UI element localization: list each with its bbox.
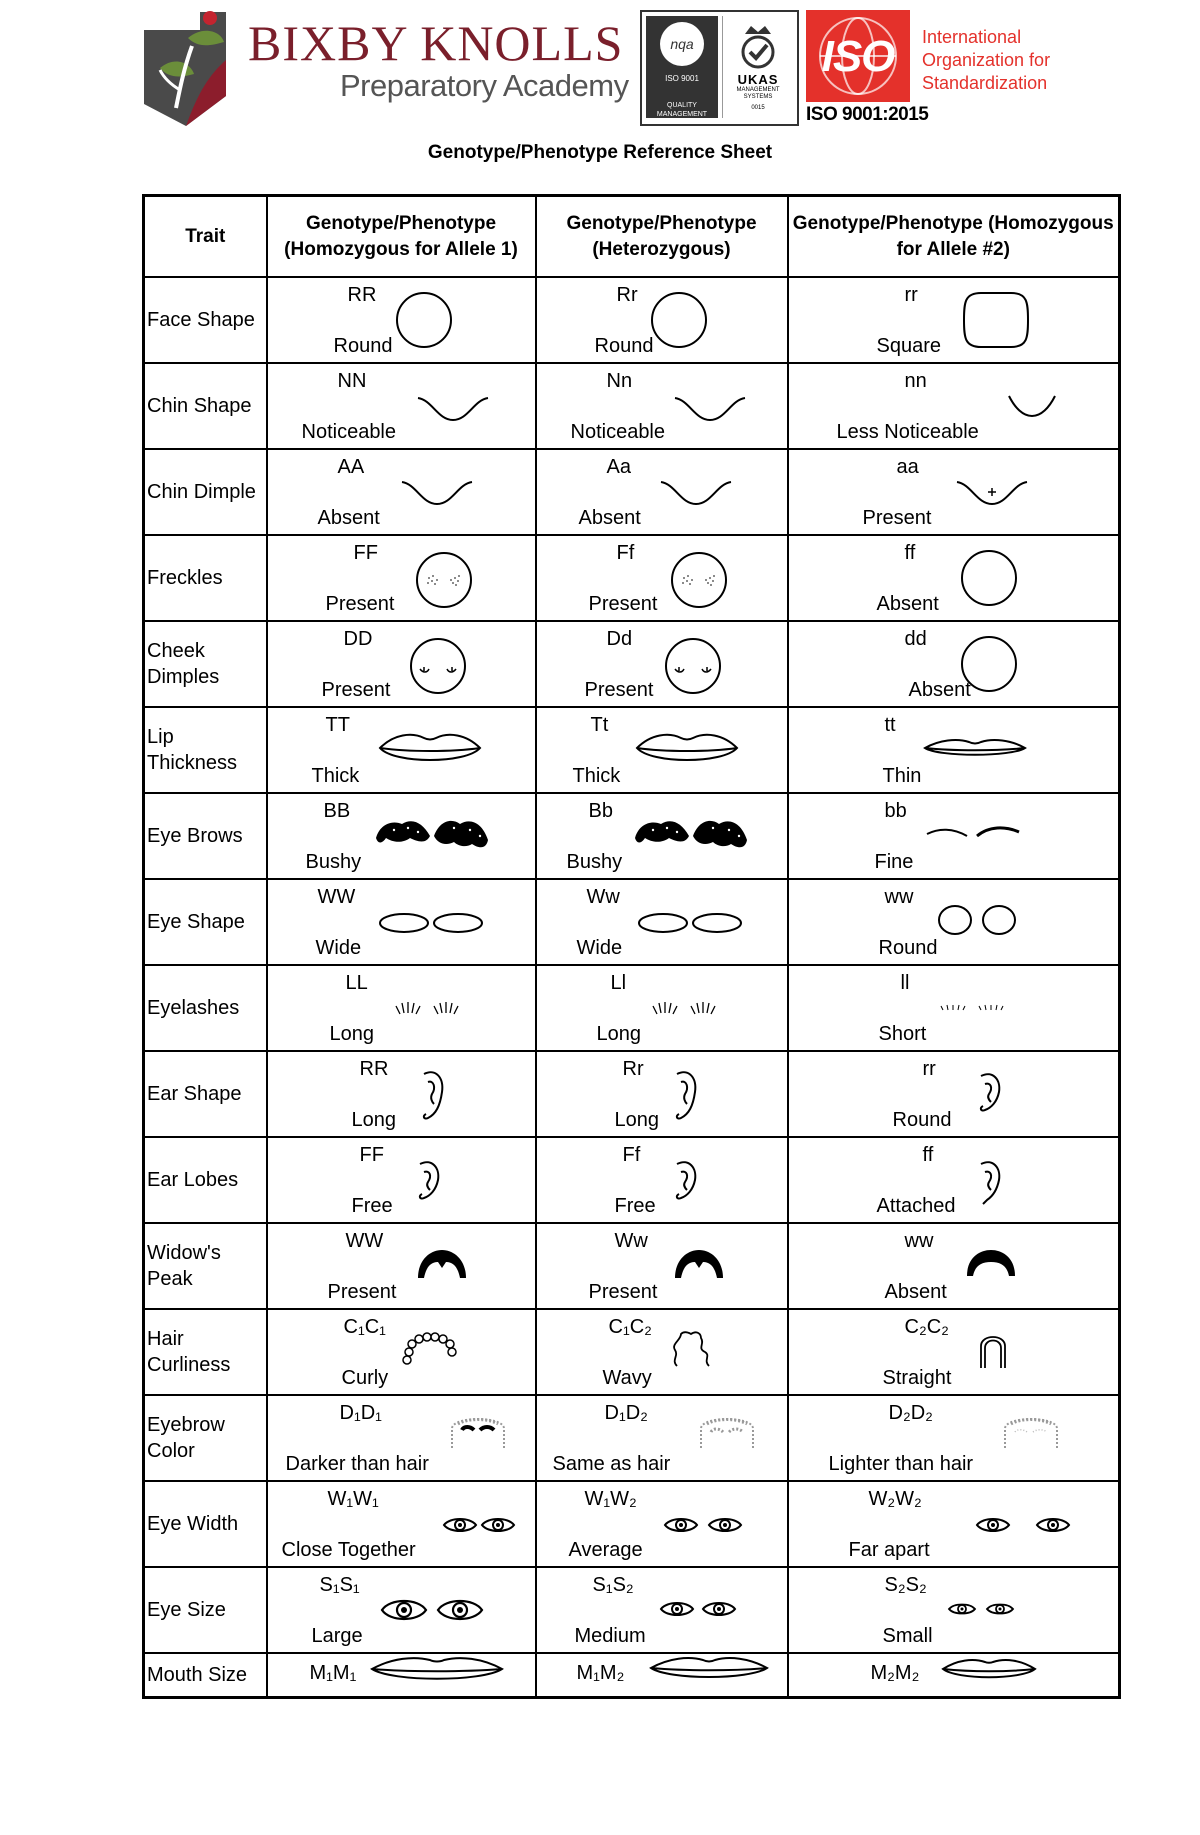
trait-name: Lip Thickness — [144, 707, 267, 793]
attached-earlobe-icon — [977, 1158, 1003, 1206]
trait-name: Eye Size — [144, 1567, 267, 1653]
phenotype-label: Wide — [315, 937, 362, 959]
genotype-cell — [267, 1567, 536, 1653]
genotype-label: RR — [359, 1058, 389, 1080]
genotype-cell — [536, 707, 788, 793]
genotype-label: AA — [337, 456, 365, 478]
phenotype-label: Far apart — [848, 1539, 930, 1561]
phenotype-label: Free — [351, 1195, 393, 1217]
bushy-eyebrows-icon — [633, 814, 749, 854]
iso-organization — [922, 26, 1050, 95]
genotype-cell — [267, 1481, 536, 1567]
table-row — [144, 621, 1120, 707]
table-row — [144, 449, 1120, 535]
genotype-label: Ww — [586, 886, 620, 908]
phenotype-label: Attached — [876, 1195, 956, 1217]
genotype-cell — [788, 621, 1120, 707]
same-eyebrow-icon — [697, 1410, 757, 1450]
phenotype-label: Round — [594, 335, 654, 357]
long-eyelashes-icon — [390, 998, 466, 1018]
genotype-cell — [536, 879, 788, 965]
genotype-label: rr — [922, 1058, 936, 1080]
genotype-label: ll — [900, 972, 910, 994]
phenotype-label: Average — [568, 1539, 643, 1561]
genotype-cell — [267, 1309, 536, 1395]
table-row — [144, 879, 1120, 965]
trait-name: Eye Width — [144, 1481, 267, 1567]
medium-eyes-icon — [659, 1598, 739, 1620]
table-row — [144, 1309, 1120, 1395]
curly-hair-icon — [402, 1330, 458, 1370]
wide-eyes-icon — [378, 912, 484, 934]
genotype-cell — [536, 277, 788, 363]
thin-lips-icon — [923, 736, 1027, 760]
long-ear-icon — [673, 1068, 699, 1122]
freckled-face-icon — [414, 550, 474, 610]
genotype-label: BB — [323, 800, 351, 822]
genotype-label: aa — [896, 456, 919, 478]
table-row — [144, 363, 1120, 449]
phenotype-label: Short — [878, 1023, 927, 1045]
phenotype-label: Present — [588, 1281, 658, 1303]
phenotype-label: Lighter than hair — [828, 1453, 974, 1475]
genotype-cell — [267, 1137, 536, 1223]
trait-name: Eyelashes — [144, 965, 267, 1051]
dark-eyebrow-icon — [448, 1410, 508, 1450]
trait-name: Freckles — [144, 535, 267, 621]
phenotype-label: Wavy — [602, 1367, 652, 1389]
certification-badges — [640, 10, 799, 126]
phenotype-label: Small — [882, 1625, 933, 1647]
genotype-label: W₁W₁ — [327, 1488, 379, 1510]
phenotype-label: Curly — [341, 1367, 389, 1389]
long-ear-icon — [420, 1068, 446, 1122]
genotype-cell — [536, 1309, 788, 1395]
close-eyes-icon — [442, 1514, 518, 1536]
genotype-cell — [536, 1395, 788, 1481]
genotype-cell — [267, 1395, 536, 1481]
phenotype-label: Thick — [311, 765, 360, 787]
genotype-label: WW — [345, 1230, 384, 1252]
genotype-label: C₂C₂ — [904, 1316, 949, 1338]
genotype-label: Ff — [616, 542, 635, 564]
phenotype-label: Thin — [882, 765, 922, 787]
genotype-phenotype-table — [142, 194, 1121, 1699]
table-row — [144, 793, 1120, 879]
nqa-logo: nqa — [660, 22, 704, 66]
genotype-cell — [267, 1051, 536, 1137]
large-eyes-icon — [380, 1596, 484, 1624]
round-face-icon — [649, 290, 709, 350]
small-mouth-icon — [941, 1656, 1037, 1682]
table-row — [144, 535, 1120, 621]
phenotype-label: Absent — [578, 507, 641, 529]
genotype-cell — [267, 965, 536, 1051]
table-row — [144, 1137, 1120, 1223]
genotype-label: W₂W₂ — [868, 1488, 922, 1510]
phenotype-label: Less Noticeable — [836, 421, 979, 443]
round-face-icon — [394, 290, 454, 350]
genotype-label: S₁S₂ — [592, 1574, 634, 1596]
genotype-label: D₁D₂ — [604, 1402, 648, 1424]
phenotype-label: Large — [311, 1625, 363, 1647]
table-row — [144, 1051, 1120, 1137]
widows-peak-icon — [673, 1248, 725, 1282]
phenotype-label: Round — [878, 937, 938, 959]
small-eyes-icon — [947, 1600, 1017, 1618]
trait-name: Eye Shape — [144, 879, 267, 965]
column-header-trait: Trait — [144, 196, 267, 278]
phenotype-label: Bushy — [566, 851, 623, 873]
table-row — [144, 277, 1120, 363]
phenotype-label: Same as hair — [552, 1453, 671, 1475]
phenotype-label: Darker than hair — [285, 1453, 429, 1475]
genotype-label: rr — [904, 284, 918, 306]
phenotype-label: Round — [892, 1109, 952, 1131]
table-row — [144, 1653, 1120, 1697]
genotype-label: Ww — [614, 1230, 648, 1252]
round-eyes-icon — [937, 904, 1017, 936]
genotype-label: Rr — [622, 1058, 644, 1080]
trait-name: Eye Brows — [144, 793, 267, 879]
dimpled-cheeks-icon — [408, 636, 468, 696]
trait-name: Face Shape — [144, 277, 267, 363]
phenotype-label: Thick — [572, 765, 621, 787]
phenotype-label: Square — [876, 335, 941, 357]
genotype-label: RR — [347, 284, 377, 306]
ukas-logo: UKAS — [737, 72, 779, 87]
trait-name: Chin Dimple — [144, 449, 267, 535]
phenotype-label: Present — [325, 593, 395, 615]
phenotype-label: Absent — [876, 593, 939, 615]
genotype-cell — [267, 879, 536, 965]
genotype-label: LL — [345, 972, 368, 994]
average-spaced-eyes-icon — [663, 1514, 743, 1536]
genotype-label: S₂S₂ — [884, 1574, 927, 1596]
phenotype-label: Noticeable — [301, 421, 397, 443]
iso-standard: ISO 9001:2015 — [806, 104, 929, 125]
genotype-cell — [788, 707, 1120, 793]
trait-name: Ear Lobes — [144, 1137, 267, 1223]
genotype-label: WW — [317, 886, 356, 908]
column-header-heterozygous: Genotype/Phenotype (Heterozygous) — [536, 196, 788, 278]
genotype-cell — [536, 1223, 788, 1309]
genotype-cell — [536, 793, 788, 879]
square-face-icon — [961, 290, 1031, 350]
genotype-label: D₁D₁ — [339, 1402, 382, 1424]
iso-org-line: Organization for — [922, 50, 1051, 70]
genotype-label: S₁S₁ — [319, 1574, 360, 1596]
genotype-cell — [267, 449, 536, 535]
genotype-cell — [267, 1653, 536, 1697]
phenotype-label: Bushy — [305, 851, 362, 873]
ukas-number: 0015 — [751, 105, 765, 111]
table-header-row — [144, 196, 1120, 278]
genotype-cell — [788, 363, 1120, 449]
genotype-cell — [788, 1223, 1120, 1309]
genotype-label: M₁M₂ — [576, 1662, 625, 1684]
genotype-label: Ll — [610, 972, 627, 994]
iso-logo-text: ISO — [821, 32, 895, 81]
school-logo-icon — [140, 8, 232, 128]
genotype-cell — [536, 363, 788, 449]
genotype-cell — [267, 535, 536, 621]
phenotype-label: Long — [351, 1109, 396, 1131]
genotype-cell — [536, 1653, 788, 1697]
genotype-cell — [788, 449, 1120, 535]
phenotype-label: Absent — [908, 679, 971, 701]
genotype-cell — [267, 793, 536, 879]
genotype-cell — [536, 1567, 788, 1653]
trait-name: Widow's Peak — [144, 1223, 267, 1309]
genotype-label: FF — [353, 542, 378, 564]
genotype-cell — [788, 1395, 1120, 1481]
genotype-label: ww — [884, 886, 914, 908]
phenotype-label: Long — [614, 1109, 659, 1131]
genotype-cell — [536, 965, 788, 1051]
medium-mouth-icon — [649, 1654, 769, 1682]
widows-peak-icon — [416, 1248, 468, 1282]
genotype-cell — [536, 621, 788, 707]
column-header-homozygous-1: Genotype/Phenotype (Homozygous for Allele 1) — [267, 196, 536, 278]
long-eyelashes-icon — [647, 998, 723, 1018]
genotype-cell — [788, 879, 1120, 965]
genotype-label: ww — [904, 1230, 934, 1252]
genotype-cell — [536, 1051, 788, 1137]
phenotype-label: Long — [329, 1023, 374, 1045]
free-earlobe-icon — [416, 1158, 442, 1202]
genotype-label: C₁C₁ — [343, 1316, 386, 1338]
light-eyebrow-icon — [1001, 1410, 1061, 1450]
phenotype-label: Present — [327, 1281, 397, 1303]
genotype-label: dd — [904, 628, 927, 650]
nqa-standard: ISO 9001 — [665, 74, 699, 83]
dimpled-chin-icon — [955, 478, 1029, 508]
genotype-cell — [788, 1137, 1120, 1223]
ukas-caption: MANAGEMENT SYSTEMS — [736, 87, 780, 100]
genotype-label: bb — [884, 800, 907, 822]
phenotype-label: Fine — [874, 851, 914, 873]
genotype-cell — [788, 1481, 1120, 1567]
genotype-label: Aa — [606, 456, 631, 478]
genotype-cell — [788, 1309, 1120, 1395]
genotype-label: FF — [359, 1144, 384, 1166]
phenotype-label: Absent — [317, 507, 380, 529]
phenotype-label: Medium — [574, 1625, 646, 1647]
genotype-cell — [788, 535, 1120, 621]
ukas-badge — [722, 16, 793, 118]
page-header — [0, 0, 1200, 163]
chin-icon — [400, 478, 474, 508]
far-apart-eyes-icon — [975, 1514, 1071, 1536]
genotype-cell — [788, 793, 1120, 879]
wavy-hair-icon — [667, 1330, 715, 1368]
table-row — [144, 707, 1120, 793]
phenotype-label: Round — [333, 335, 393, 357]
free-earlobe-icon — [673, 1158, 699, 1202]
phenotype-label: Free — [614, 1195, 656, 1217]
school-subtitle: Preparatory Academy — [340, 68, 629, 103]
genotype-label: M₂M₂ — [870, 1662, 920, 1684]
phenotype-label: Close Together — [281, 1539, 416, 1561]
nqa-caption: QUALITY MANAGEMENT — [656, 102, 708, 118]
table-row — [144, 1481, 1120, 1567]
genotype-label: tt — [884, 714, 896, 736]
round-ear-icon — [977, 1070, 1003, 1114]
phenotype-label: Straight — [882, 1367, 952, 1389]
genotype-label: D₂D₂ — [888, 1402, 933, 1424]
genotype-label: C₁C₂ — [608, 1316, 652, 1338]
genotype-label: Nn — [606, 370, 633, 392]
genotype-cell — [788, 1051, 1120, 1137]
genotype-cell — [788, 1567, 1120, 1653]
thick-lips-icon — [635, 728, 739, 768]
phenotype-label: Present — [321, 679, 391, 701]
plain-face-icon — [959, 548, 1019, 608]
trait-name: Hair Curliness — [144, 1309, 267, 1395]
noticeable-chin-icon — [416, 394, 490, 424]
genotype-cell — [536, 449, 788, 535]
straight-hairline-icon — [965, 1248, 1017, 1278]
chin-icon — [659, 478, 733, 508]
genotype-label: DD — [343, 628, 373, 650]
iso-org-line: Standardization — [922, 73, 1048, 93]
table-row — [144, 1567, 1120, 1653]
genotype-cell — [788, 277, 1120, 363]
genotype-label: ff — [922, 1144, 934, 1166]
genotype-label: NN — [337, 370, 367, 392]
nqa-badge — [646, 16, 718, 118]
plain-face-icon — [959, 634, 1019, 694]
dimpled-cheeks-icon — [663, 636, 723, 696]
phenotype-label: Absent — [884, 1281, 947, 1303]
genotype-label: Dd — [606, 628, 633, 650]
genotype-label: M₁M₁ — [309, 1662, 357, 1684]
table-row — [144, 1223, 1120, 1309]
genotype-label: ff — [904, 542, 916, 564]
phenotype-label: Present — [862, 507, 932, 529]
noticeable-chin-icon — [673, 394, 747, 424]
short-eyelashes-icon — [935, 1000, 1011, 1014]
genotype-cell — [267, 363, 536, 449]
genotype-label: W₁W₂ — [584, 1488, 637, 1510]
trait-name: Ear Shape — [144, 1051, 267, 1137]
phenotype-label: Wide — [576, 937, 623, 959]
phenotype-label: Present — [588, 593, 658, 615]
genotype-cell — [536, 1137, 788, 1223]
freckled-face-icon — [669, 550, 729, 610]
genotype-label: TT — [325, 714, 350, 736]
genotype-label: Bb — [588, 800, 613, 822]
iso-logo — [806, 10, 910, 102]
column-header-homozygous-2: Genotype/Phenotype (Homozygous for Allele #2) — [788, 196, 1120, 278]
large-mouth-icon — [370, 1654, 504, 1684]
genotype-cell — [267, 277, 536, 363]
less-noticeable-chin-icon — [1007, 394, 1057, 420]
bushy-eyebrows-icon — [374, 814, 490, 854]
thick-lips-icon — [378, 728, 482, 768]
phenotype-label: Long — [596, 1023, 641, 1045]
genotype-cell — [267, 1223, 536, 1309]
genotype-cell — [788, 965, 1120, 1051]
phenotype-label: Noticeable — [570, 421, 666, 443]
page-title: Genotype/Phenotype Reference Sheet — [427, 142, 773, 163]
fine-eyebrows-icon — [925, 822, 1021, 842]
trait-name: Eyebrow Color — [144, 1395, 267, 1481]
school-name: BIXBY KNOLLS — [248, 15, 624, 71]
genotype-cell — [536, 1481, 788, 1567]
table-row — [144, 1395, 1120, 1481]
phenotype-label: Present — [584, 679, 654, 701]
genotype-cell — [788, 1653, 1120, 1697]
trait-name: Cheek Dimples — [144, 621, 267, 707]
genotype-label: nn — [904, 370, 927, 392]
genotype-cell — [536, 535, 788, 621]
table-row — [144, 965, 1120, 1051]
genotype-cell — [267, 707, 536, 793]
trait-name: Chin Shape — [144, 363, 267, 449]
straight-hair-icon — [975, 1330, 1011, 1370]
wide-eyes-icon — [637, 912, 743, 934]
trait-name: Mouth Size — [144, 1653, 267, 1697]
genotype-label: Rr — [616, 284, 638, 306]
iso-org-line: International — [922, 27, 1022, 47]
genotype-cell — [267, 621, 536, 707]
genotype-label: Tt — [590, 714, 609, 736]
genotype-label: Ff — [622, 1144, 641, 1166]
